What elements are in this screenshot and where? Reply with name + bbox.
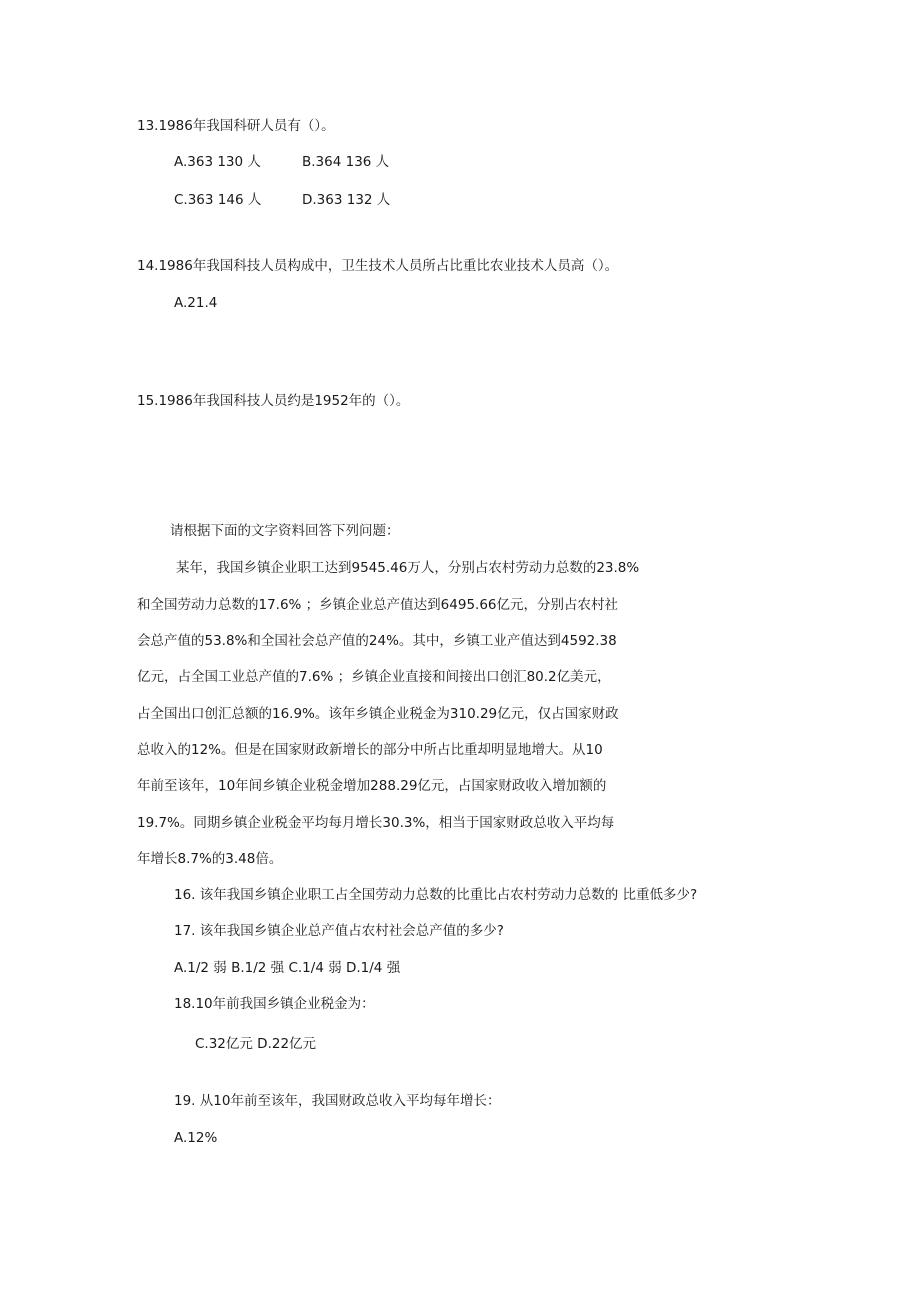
question-19-option-a: A.12% [174, 1130, 218, 1146]
question-13-option-c: C.363 146 人 [174, 192, 262, 208]
question-16-stem: 16. 该年我国乡镇企业职工占全国劳动力总数的比重比占农村劳动力总数的 比重低多少? [174, 887, 698, 903]
passage-line: 会总产值的53.8%和全国社会总产值的24%。其中，乡镇工业产值达到4592.38 [137, 633, 617, 649]
question-18-options: C.32亿元 D.22亿元 [195, 1036, 317, 1052]
question-17-options: A.1/2 弱 B.1/2 强 C.1/4 弱 D.1/4 强 [174, 960, 401, 976]
passage-line: 19.7%。同期乡镇企业税金平均每月增长30.3%，相当于国家财政总收入平均每 [137, 815, 615, 831]
passage-line: 年增长8.7%的3.48倍。 [137, 851, 283, 867]
passage-line: 占全国出口创汇总额的16.9%。该年乡镇企业税金为310.29亿元，仅占国家财政 [137, 706, 619, 722]
question-13-option-b: B.364 136 人 [302, 154, 390, 170]
question-19-stem: 19. 从10年前至该年，我国财政总收入平均每年增长： [174, 1093, 501, 1109]
question-13-option-a: A.363 130 人 [174, 154, 261, 170]
passage-intro: 请根据下面的文字资料回答下列问题： [170, 523, 400, 539]
passage-line: 亿元，占全国工业总产值的7.6% ；乡镇企业直接和间接出口创汇80.2亿美元， [137, 669, 611, 685]
passage-line: 总收入的12%。但是在国家财政新增长的部分中所占比重却明显地增大。从10 [137, 742, 603, 758]
passage-line: 和全国劳动力总数的17.6% ；乡镇企业总产值达到6495.66亿元，分别占农村社 [137, 597, 619, 613]
question-15-stem: 15.1986年我国科技人员约是1952年的（）。 [137, 393, 410, 409]
question-13-option-d: D.363 132 人 [302, 192, 391, 208]
passage-line: 年前至该年，10年间乡镇企业税金增加288.29亿元，占国家财政收入增加额的 [137, 778, 607, 794]
passage-line: 某年，我国乡镇企业职工达到9545.46万人，分别占农村劳动力总数的23.8% [176, 560, 640, 576]
question-14-stem: 14.1986年我国科技人员构成中，卫生技术人员所占比重比农业技术人员高（）。 [137, 258, 619, 274]
question-14-option-a: A.21.4 [174, 295, 218, 311]
question-18-stem: 18.10年前我国乡镇企业税金为： [174, 996, 375, 1012]
question-17-stem: 17. 该年我国乡镇企业总产值占农村社会总产值的多少? [174, 923, 504, 939]
question-13-stem: 13.1986年我国科研人员有（）。 [137, 118, 335, 134]
